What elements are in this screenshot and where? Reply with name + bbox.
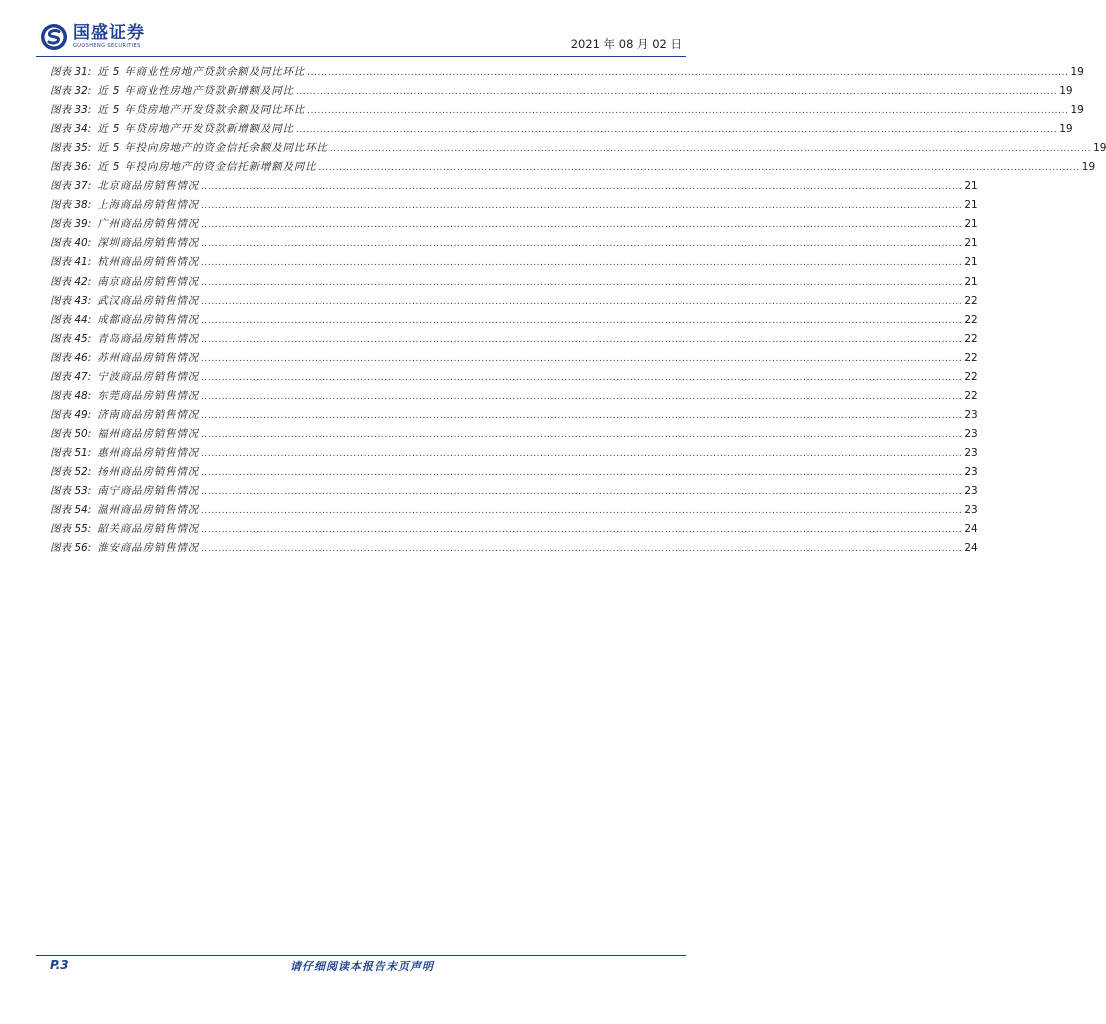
toc-entry[interactable] [50, 501, 978, 520]
toc-entry[interactable] [50, 463, 978, 482]
toc-dot-leader: ............................................................................................................................................................................................................................ [200, 334, 963, 345]
toc-dot-leader: ............................................................................................................................................................................................................................ [329, 144, 1092, 155]
toc-entry-label: 图表 31: [50, 66, 92, 78]
toc-entry[interactable] [50, 425, 978, 444]
toc-entry[interactable] [50, 139, 1106, 158]
brand-logo [40, 23, 145, 51]
toc-entry-page: 22 [964, 294, 978, 307]
toc-entry-label: 图表 39: [50, 218, 92, 231]
toc-dot-leader: ............................................................................................................................................................................................................................ [200, 448, 963, 459]
toc-entry-label: 图表 32: [50, 85, 92, 98]
toc-entry-label: 图表 33: [50, 104, 92, 117]
page-header [36, 20, 688, 54]
toc-entry-page: 19 [1059, 123, 1073, 136]
toc-dot-leader: ............................................................................................................................................................................................................................ [307, 68, 1069, 78]
toc-entry-page: 24 [964, 542, 978, 555]
toc-entry-title: 北京商品房销售情况 [97, 180, 199, 193]
toc-dot-leader: ............................................................................................................................................................................................................................ [200, 525, 963, 536]
toc-entry-title: 韶关商品房销售情况 [97, 523, 199, 536]
toc-entry-label: 图表 53: [50, 485, 92, 498]
toc-entry-title: 近 5 年贷房地产开发贷款余额及同比环比 [97, 104, 306, 117]
toc-entry-title: 东莞商品房销售情况 [97, 389, 199, 402]
toc-entry-page: 22 [964, 351, 978, 364]
toc-entry-title: 福州商品房销售情况 [97, 427, 199, 440]
toc-dot-leader: ............................................................................................................................................................................................................................ [200, 372, 963, 383]
toc-entry[interactable] [50, 101, 1084, 120]
toc-entry-label: 图表 41: [50, 256, 92, 269]
toc-dot-leader: ............................................................................................................................................................................................................................ [200, 258, 963, 269]
toc-dot-leader: ............................................................................................................................................................................................................................ [200, 277, 963, 288]
toc-entry[interactable] [50, 63, 1084, 82]
toc-entry-page: 19 [1070, 66, 1084, 78]
toc-entry-label: 图表 43: [50, 294, 92, 307]
toc-entry-title: 武汉商品房销售情况 [97, 294, 199, 307]
toc-entry-title: 惠州商品房销售情况 [97, 446, 199, 459]
toc-entry-page: 19 [1093, 142, 1106, 155]
toc-entry-label: 图表 45: [50, 332, 92, 345]
toc-dot-leader: ............................................................................................................................................................................................................................ [200, 544, 963, 555]
toc-entry-page: 22 [964, 313, 978, 326]
toc-dot-leader: ............................................................................................................................................................................................................................ [200, 315, 963, 326]
toc-entry-title: 济南商品房销售情况 [97, 408, 199, 421]
toc-entry[interactable] [50, 253, 978, 272]
footer-page-number: P.3 [50, 958, 69, 972]
toc-entry-page: 22 [964, 370, 978, 383]
toc-entry[interactable] [50, 368, 978, 387]
toc-entry-label: 图表 35: [50, 142, 92, 155]
toc-entry[interactable] [50, 292, 978, 311]
toc-entry[interactable] [50, 349, 978, 368]
toc-entry-page: 21 [964, 237, 978, 250]
toc-entry-label: 图表 42: [50, 275, 92, 288]
toc-entry-title: 扬州商品房销售情况 [97, 465, 199, 478]
toc-entry-title: 近 5 年商业性房地产贷款余额及同比环比 [97, 66, 306, 78]
toc-entry-title: 杭州商品房销售情况 [97, 256, 199, 269]
guosheng-logo-icon [40, 23, 68, 51]
toc-entry-page: 22 [964, 389, 978, 402]
toc-entry-title: 成都商品房销售情况 [97, 313, 199, 326]
toc-entry-label: 图表 46: [50, 351, 92, 364]
toc-dot-leader: ............................................................................................................................................................................................................................ [200, 201, 963, 212]
toc-entry-title: 广州商品房销售情况 [97, 218, 199, 231]
toc-entry-title: 近 5 年投向房地产的资金信托余额及同比环比 [97, 142, 328, 155]
toc-entry-page: 21 [964, 199, 978, 212]
brand-name-en: GUOSHENG SECURITIES [73, 43, 141, 49]
toc-entry-label: 图表 34: [50, 123, 92, 136]
toc-entry-page: 19 [1081, 161, 1096, 174]
toc-entry-label: 图表 54: [50, 504, 92, 517]
toc-entry[interactable] [50, 387, 978, 406]
toc-entry-label: 图表 50: [50, 427, 92, 440]
toc-entry-title: 近 5 年商业性房地产贷款新增额及同比 [97, 85, 294, 98]
toc-entry-title: 宁波商品房销售情况 [97, 370, 199, 383]
toc-entry-label: 图表 40: [50, 237, 92, 250]
toc-dot-leader: ............................................................................................................................................................................................................................ [295, 87, 1058, 98]
footer-disclaimer-note: 请仔细阅读本报告末页声明 [290, 960, 434, 973]
toc-entry-title: 深圳商品房销售情况 [97, 237, 199, 250]
toc-dot-leader: ............................................................................................................................................................................................................................ [200, 182, 963, 193]
toc-entry-label: 图表 38: [50, 199, 92, 212]
toc-entry-title: 南京商品房销售情况 [97, 275, 199, 288]
toc-dot-leader: ............................................................................................................................................................................................................................ [200, 296, 963, 307]
toc-dot-leader: ............................................................................................................................................................................................................................ [200, 410, 963, 421]
figure-index-list [50, 63, 1106, 558]
toc-dot-leader: ............................................................................................................................................................................................................................ [200, 429, 963, 440]
toc-entry-label: 图表 51: [50, 446, 92, 459]
toc-entry[interactable] [50, 273, 978, 292]
footer-divider [36, 955, 686, 956]
toc-entry-title: 青岛商品房销售情况 [97, 332, 199, 345]
toc-dot-leader: ............................................................................................................................................................................................................................ [200, 506, 963, 517]
toc-entry-label: 图表 49: [50, 408, 92, 421]
toc-entry-label: 图表 44: [50, 313, 92, 326]
toc-entry[interactable] [50, 196, 978, 215]
toc-entry-page: 19 [1070, 104, 1084, 117]
toc-dot-leader: ............................................................................................................................................................................................................................ [318, 163, 1080, 174]
toc-entry-title: 近 5 年贷房地产开发贷款新增额及同比 [97, 123, 294, 136]
toc-entry-page: 23 [964, 485, 978, 498]
toc-entry[interactable] [50, 482, 978, 501]
toc-entry-label: 图表 48: [50, 389, 92, 402]
toc-entry-label: 图表 36: [50, 161, 92, 174]
toc-entry-page: 23 [964, 427, 978, 440]
toc-entry[interactable] [50, 177, 978, 196]
brand-name-cn: 国盛证券 [73, 23, 145, 43]
toc-entry-page: 21 [964, 256, 978, 269]
toc-entry-page: 22 [964, 332, 978, 345]
toc-entry-page: 19 [1059, 85, 1073, 98]
toc-dot-leader: ............................................................................................................................................................................................................................ [200, 353, 963, 364]
toc-entry[interactable] [50, 330, 978, 349]
toc-entry[interactable] [50, 158, 1096, 177]
toc-dot-leader: ............................................................................................................................................................................................................................ [200, 391, 963, 402]
toc-entry-title: 近 5 年投向房地产的资金信托新增额及同比 [97, 161, 317, 174]
toc-entry-title: 温州商品房销售情况 [97, 504, 199, 517]
toc-entry-page: 23 [964, 446, 978, 459]
toc-entry[interactable] [50, 520, 978, 539]
toc-entry-page: 23 [964, 408, 978, 421]
toc-entry[interactable] [50, 311, 978, 330]
toc-entry[interactable] [50, 234, 978, 253]
toc-entry[interactable] [50, 444, 978, 463]
toc-entry-page: 24 [964, 523, 978, 536]
toc-entry[interactable] [50, 82, 1073, 101]
toc-entry-title: 南宁商品房销售情况 [97, 485, 199, 498]
toc-entry-title: 苏州商品房销售情况 [97, 351, 199, 364]
toc-entry-page: 21 [964, 218, 978, 231]
toc-entry-label: 图表 55: [50, 523, 92, 536]
toc-entry-page: 23 [964, 504, 978, 517]
toc-entry[interactable] [50, 406, 978, 425]
toc-dot-leader: ............................................................................................................................................................................................................................ [200, 467, 963, 478]
toc-dot-leader: ............................................................................................................................................................................................................................ [295, 125, 1058, 136]
toc-entry[interactable] [50, 215, 978, 234]
toc-entry-label: 图表 52: [50, 465, 92, 478]
toc-entry-page: 21 [964, 180, 978, 193]
toc-entry-label: 图表 37: [50, 180, 92, 193]
header-divider [36, 56, 686, 57]
toc-entry-label: 图表 56: [50, 542, 92, 555]
toc-entry[interactable] [50, 539, 978, 558]
report-date: 2021 年 08 月 02 日 [570, 37, 682, 51]
toc-entry-label: 图表 47: [50, 370, 92, 383]
toc-dot-leader: ............................................................................................................................................................................................................................ [200, 487, 963, 498]
toc-entry-page: 21 [964, 275, 978, 288]
toc-entry-title: 上海商品房销售情况 [97, 199, 199, 212]
toc-dot-leader: ............................................................................................................................................................................................................................ [200, 239, 963, 250]
toc-entry[interactable] [50, 120, 1073, 139]
toc-dot-leader: ............................................................................................................................................................................................................................ [200, 220, 963, 231]
toc-dot-leader: ............................................................................................................................................................................................................................ [307, 106, 1069, 117]
toc-entry-page: 23 [964, 465, 978, 478]
toc-entry-title: 淮安商品房销售情况 [97, 542, 199, 555]
